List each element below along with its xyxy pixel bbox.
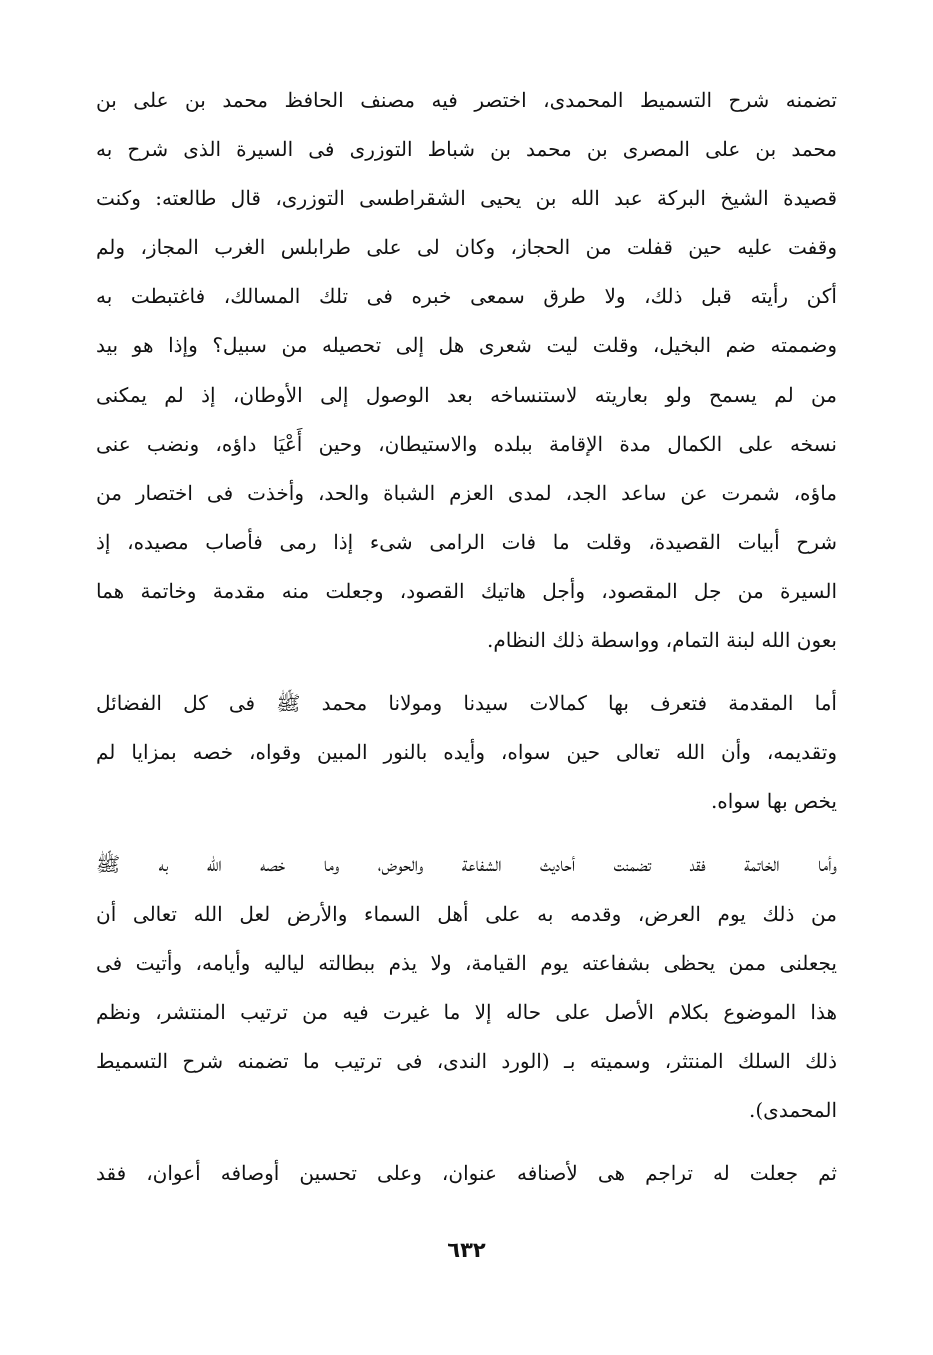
paragraph-1 (96, 76, 837, 665)
text-line: محمد بن على المصرى بن محمد بن شباط التوزرى فى السيرة الذى شرح به (96, 137, 837, 162)
body-text (96, 76, 837, 1198)
text-line: ذلك السلك المنتثر، وسميته بـ (الورد الندى، فى ترتيب ما تضمنه شرح التسميط (96, 1048, 837, 1073)
text-line: من لم يسمح ولو بعاريته لاستنساخه بعد الوصول إلى الأوطان، إذ لم يمكنى (96, 382, 837, 407)
text-line: وقفت عليه حين قفلت من الحجاز، وكان لى على طرابلس الغرب المجاز، ولم (96, 235, 837, 260)
text-line: ثم جعلت له تراجم هى لأصنافه عنوان، وعلى تحسين أوصافه أعوان، فقد (96, 1160, 837, 1185)
text-line: أكن رأيته قبل ذلك، ولا طرق سمعى خبره فى تلك المسالك، فاغتبطت به (96, 284, 837, 309)
page-number: ٦٣٢ (447, 1238, 486, 1262)
paragraph-2 (96, 679, 837, 826)
text-line: بعون الله لبنة التمام، وواسطة ذلك النظام. (487, 628, 837, 653)
paragraph-gap (96, 1135, 837, 1149)
text-line: يجعلنى ممن يحظى بشفاعته يوم القيامة، ولا يذم ببطالته لياليه وأيامه، وأتيت فى (96, 950, 837, 975)
text-line: نسخه على الكمال مدة الإقامة ببلده والاستيطان، وحين أَعْيَا داؤه، ونضب عنى (96, 431, 837, 456)
text-line: أما المقدمة فتعرف بها كمالات سيدنا ومولانا محمد ﷺ فى كل الفضائل (96, 691, 837, 716)
text-line: شرح أبيات القصيدة، وقلت ما فات الرامى شىء إذا رمى فأصاب مصيده، إذ (96, 529, 837, 554)
text-line: من ذلك يوم العرض، وقدمه به على أهل السماء والأرض لعل الله تعالى أن (96, 901, 837, 926)
paragraph-gap (96, 665, 837, 679)
text-line: وتقديمه، وأن الله تعالى حين سواه، وأيده بالنور المبين وقواه، خصه بمزايا لم (96, 740, 837, 765)
text-line: هذا الموضوع بكلام الأصل على حاله إلا ما غيرت فيه من ترتيب المنتشر، ونظم (96, 999, 837, 1024)
paragraph-4 (96, 1149, 837, 1198)
paragraph-gap (96, 826, 837, 840)
paragraph-3 (96, 840, 837, 1135)
text-line: يخص بها سواه. (710, 789, 837, 814)
text-line: المحمدى). (749, 1097, 837, 1122)
text-line: وأما الخاتمة فقد تضمنت أحاديث الشفاعة والحوض، وما خصه الله به ﷺ (96, 852, 837, 877)
text-line: قصيدة الشيخ البركة عبد الله بن يحيى الشقراطسى التوزرى، قال طالعته: وكنت (96, 186, 837, 211)
text-line: ماؤه، شمرت عن ساعد الجد، لمدى العزم الشباة والحد، وأخذت فى اختصار من (96, 480, 837, 505)
text-line: تضمنه شرح التسميط المحمدى، اختصر فيه مصنف الحافظ محمد بن على بن (96, 88, 837, 112)
text-line: السيرة من جل المقصود، وأجل هاتيك القصود، وجعلت منه مقدمة وخاتمة هما (96, 578, 837, 603)
text-line: وضممته ضم البخيل، وقلت ليت شعرى هل إلى تحصيله من سبيل؟ وإذا هو بيد (96, 333, 837, 358)
